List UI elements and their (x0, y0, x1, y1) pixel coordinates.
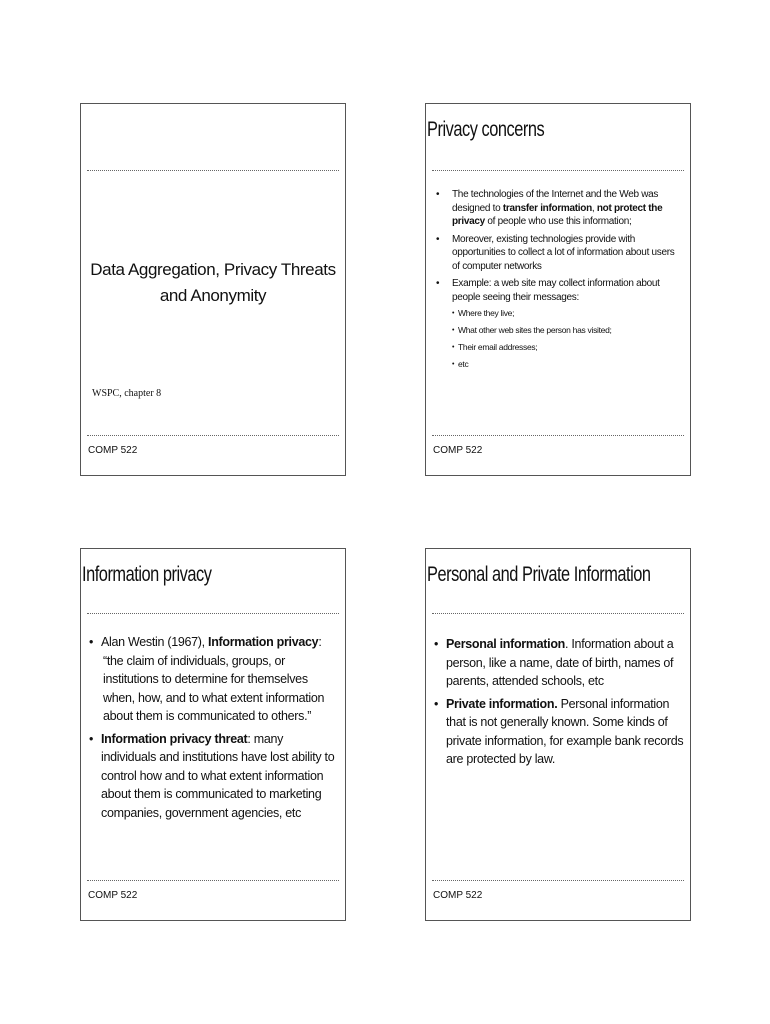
slide-body (87, 633, 339, 826)
slide-footer: COMP 522 (88, 890, 138, 901)
slide-title-text (81, 257, 345, 309)
sub-bullet-item: • What other web sites the person has visited; (432, 325, 684, 336)
slide-heading: Personal and Private Information (427, 563, 651, 586)
slide-footer: COMP 522 (88, 445, 138, 456)
bullet-emphasis: not protect the privacy (452, 202, 663, 227)
bullet-text: The technologies of the Internet and the Web was designed to (452, 189, 659, 214)
bullet-emphasis: Information privacy threat (101, 731, 248, 746)
bullet-item (87, 633, 339, 726)
slide-heading: Information privacy (82, 563, 212, 586)
sub-bullet-item: • Where they live; (432, 308, 684, 319)
bullet-text: of people who use this information; (484, 216, 632, 227)
bullet-item (432, 695, 684, 769)
footer-divider (432, 435, 684, 436)
bullet-item (87, 730, 339, 823)
bullet-item (432, 188, 684, 229)
slide-title (80, 103, 346, 476)
sub-bullet-item: • Their email addresses; (432, 342, 684, 353)
slide-information-privacy (80, 548, 346, 921)
footer-divider (87, 880, 339, 881)
bullet-item: • Example: a web site may collect information about people seeing their messages: (432, 277, 684, 304)
slide-body (432, 635, 684, 773)
bullet-emphasis: Private information. (446, 696, 558, 711)
slide-privacy-concerns (425, 103, 691, 476)
header-divider (432, 170, 684, 171)
footer-divider (432, 880, 684, 881)
bullet-emphasis: transfer information (502, 202, 592, 214)
sub-bullet-item: • etc (432, 359, 684, 370)
bullet-text: Personal information that is not generally known. Some kinds of private information, for example bank records are protected by law. (446, 696, 684, 766)
slide-body (432, 188, 684, 376)
slide-heading: Privacy concerns (427, 118, 545, 141)
bullet-emphasis: Personal information (446, 637, 566, 651)
quote-text: “the claim of individuals, groups, or institutions to determine for themselves when, how, and to what extent information about them is communicated to others.” (103, 653, 325, 723)
subtitle: WSPC, chapter 8 (92, 388, 162, 399)
slide-personal-private (425, 548, 691, 921)
bullet-text: . Information about a person, like a name, date of birth, names of parents, attended schools, etc (446, 637, 674, 688)
slide-footer: COMP 522 (433, 445, 483, 456)
bullet-text: , (591, 202, 597, 214)
bullet-text: Alan Westin (1967), (101, 635, 209, 649)
bullet-emphasis: Information privacy (208, 635, 319, 649)
bullet-item: • Moreover, existing technologies provide with opportunities to collect a lot of information about users of computer networks (432, 233, 684, 274)
bullet-text: : (318, 635, 322, 649)
title-line-1: Data Aggregation, Privacy Threats (90, 260, 336, 279)
slide-footer: COMP 522 (433, 890, 483, 901)
title-line-2: and Anonymity (159, 286, 267, 305)
header-divider (87, 170, 339, 171)
header-divider (432, 613, 684, 614)
header-divider (87, 613, 339, 614)
bullet-text: : many individuals and institutions have lost ability to control how and to what extent information about them is communicated to marketing companies, government agencies, etc (101, 731, 335, 820)
bullet-item (432, 635, 684, 691)
footer-divider (87, 435, 339, 436)
